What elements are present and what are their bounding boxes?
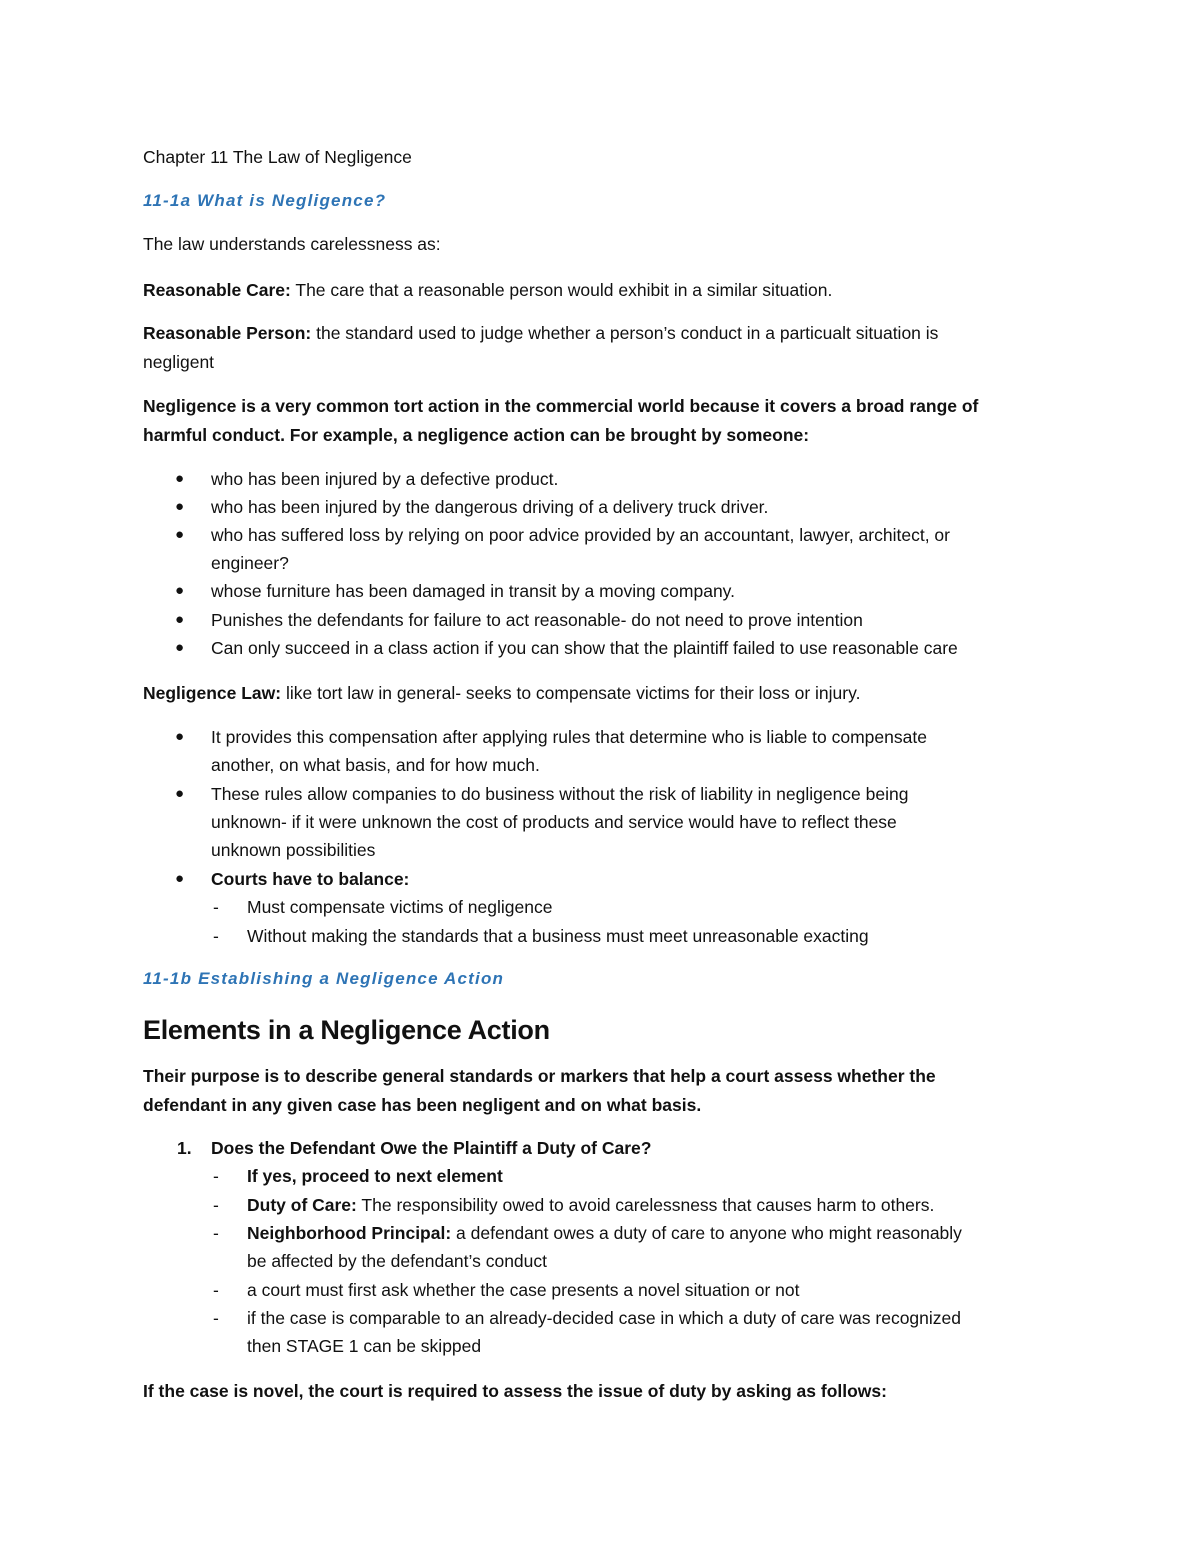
heading-establishing-action: 11-1b Establishing a Negligence Action xyxy=(143,969,505,988)
reasonable-care-text: The care that a reasonable person would exhibit in a similar situation. xyxy=(290,280,833,300)
sub-list-item: if the case is comparable to an already-decided case in which a duty of care was recognized xyxy=(247,1308,962,1328)
list-item: Punishes the defendants for failure to act reasonable- do not need to prove intention xyxy=(211,610,863,630)
reasonable-person-label: Reasonable Person: xyxy=(143,323,312,343)
list-item-cont: unknown- if it were unknown the cost of products and service would have to reflect these xyxy=(211,812,897,832)
dash-icon: - xyxy=(213,1166,219,1186)
negligence-law-paragraph xyxy=(143,682,860,704)
purpose-paragraph-cont: defendant in any given case has been negligent and on what basis. xyxy=(143,1095,702,1115)
common-tort-paragraph-cont: harmful conduct. For example, a negligence action can be brought by someone: xyxy=(143,425,810,445)
list-item: who has been injured by a defective product. xyxy=(211,469,559,489)
list-item-courts-balance: Courts have to balance: xyxy=(211,869,410,889)
sub-list-item: a court must first ask whether the case presents a novel situation or not xyxy=(247,1280,800,1300)
neighborhood-label: Neighborhood Principal: xyxy=(247,1223,452,1243)
intro-text: The law understands carelessness as: xyxy=(143,234,441,254)
bullet-icon: ● xyxy=(175,785,185,802)
reasonable-care-label: Reasonable Care: xyxy=(143,280,291,300)
item-number: 1. xyxy=(177,1138,192,1158)
list-item: Can only succeed in a class action if you can show that the plaintiff failed to use reasonable care xyxy=(211,638,958,658)
dash-icon: - xyxy=(213,1280,219,1300)
bullet-icon: ● xyxy=(175,498,185,515)
heading-what-is-negligence: 11-1a What is Negligence? xyxy=(143,191,387,210)
list-item: It provides this compensation after applying rules that determine who is liable to compensate xyxy=(211,727,927,747)
list-item: These rules allow companies to do business without the risk of liability in negligence being xyxy=(211,784,909,804)
item-duty-of-care-title: Does the Defendant Owe the Plaintiff a Duty of Care? xyxy=(211,1138,652,1158)
reasonable-person-text: the standard used to judge whether a person’s conduct in a particualt situation is xyxy=(311,323,939,343)
duty-of-care-text: The responsibility owed to avoid carelessness that causes harm to others. xyxy=(356,1195,935,1215)
bullet-icon: ● xyxy=(175,582,185,599)
dash-icon: - xyxy=(213,1223,219,1243)
bullet-icon: ● xyxy=(175,470,185,487)
bullet-icon: ● xyxy=(175,526,185,543)
sub-list-item-cont: be affected by the defendant’s conduct xyxy=(247,1251,548,1271)
list-item: who has been injured by the dangerous driving of a delivery truck driver. xyxy=(211,497,769,517)
neighborhood-text: a defendant owes a duty of care to anyone who might reasonably xyxy=(451,1223,962,1243)
dash-icon: - xyxy=(213,926,219,946)
sub-list-item-neighborhood xyxy=(247,1222,962,1244)
negligence-law-text: like tort law in general- seeks to compensate victims for their loss or injury. xyxy=(281,683,861,703)
sub-list-item-duty-of-care xyxy=(247,1194,934,1216)
sub-list-item: If yes, proceed to next element xyxy=(247,1166,503,1186)
heading-elements: Elements in a Negligence Action xyxy=(143,1015,550,1045)
list-item-cont: another, on what basis, and for how much. xyxy=(211,755,540,775)
sub-list-item: Must compensate victims of negligence xyxy=(247,897,553,917)
list-item: who has suffered loss by relying on poor advice provided by an accountant, lawyer, architect, or xyxy=(211,525,950,545)
reasonable-person-text-cont: negligent xyxy=(143,352,215,372)
common-tort-paragraph: Negligence is a very common tort action in the commercial world because it covers a broad range of xyxy=(143,396,979,416)
bullet-icon: ● xyxy=(175,639,185,656)
bullet-icon: ● xyxy=(175,870,185,887)
duty-of-care-label: Duty of Care: xyxy=(247,1195,357,1215)
dash-icon: - xyxy=(213,1195,219,1215)
novel-case-paragraph: If the case is novel, the court is required to assess the issue of duty by asking as follows: xyxy=(143,1381,887,1401)
negligence-law-label: Negligence Law: xyxy=(143,683,282,703)
bullet-icon: ● xyxy=(175,611,185,628)
list-item-cont: unknown possibilities xyxy=(211,840,376,860)
dash-icon: - xyxy=(213,897,219,917)
sub-list-item-cont: then STAGE 1 can be skipped xyxy=(247,1336,482,1356)
list-item-cont: engineer? xyxy=(211,553,289,573)
list-item: whose furniture has been damaged in transit by a moving company. xyxy=(211,581,736,601)
reasonable-person-paragraph xyxy=(143,322,938,344)
dash-icon: - xyxy=(213,1308,219,1328)
reasonable-care-paragraph xyxy=(143,279,832,301)
chapter-title: Chapter 11 The Law of Negligence xyxy=(143,147,412,167)
purpose-paragraph: Their purpose is to describe general standards or markers that help a court assess whether the xyxy=(143,1066,936,1086)
bullet-icon: ● xyxy=(175,728,185,745)
sub-list-item: Without making the standards that a business must meet unreasonable exacting xyxy=(247,926,869,946)
